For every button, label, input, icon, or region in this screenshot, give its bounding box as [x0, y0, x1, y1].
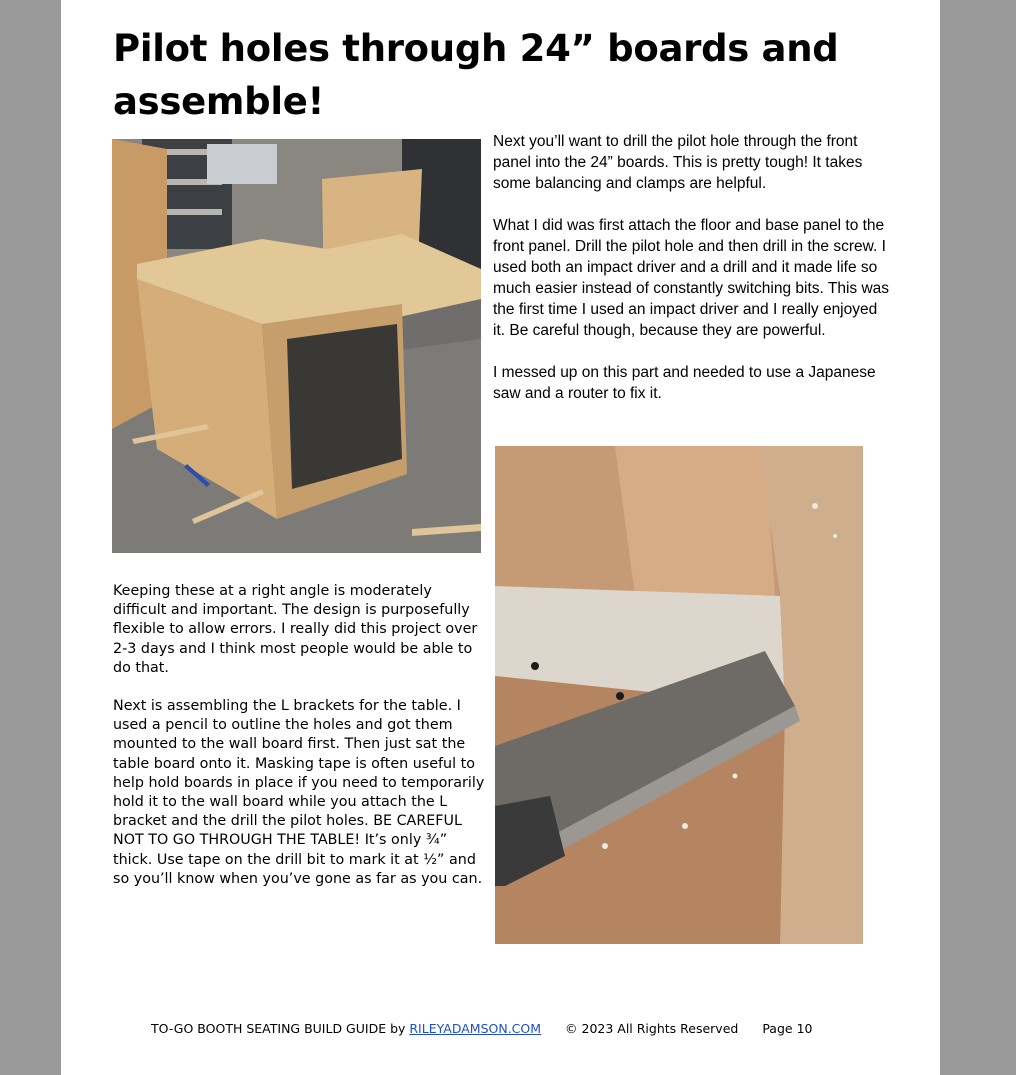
page-footer: [151, 1021, 871, 1036]
footer-copyright: © 2023 All Rights Reserved: [565, 1021, 739, 1036]
footer-guide-name: TO-GO BOOTH SEATING BUILD GUIDE by: [151, 1021, 410, 1036]
assembled-booth-photo: [112, 139, 481, 553]
right-text-column: [493, 131, 893, 425]
paragraph: Next you’ll want to drill the pilot hole through the front panel into the 24” boards. This is pretty tough! It takes some balancing and clamps are helpful.: [493, 133, 863, 192]
paragraph: Keeping these at a right angle is moderately difficult and important. The design is purposefully flexible to allow errors. I really did this project over 2-3 days and I think most people would be able to do that.: [113, 583, 478, 676]
left-text-column: [113, 582, 485, 908]
document-page: [61, 0, 940, 1075]
website-link[interactable]: RILEYADAMSON.COM: [409, 1021, 542, 1036]
page-title: Pilot holes through 24” boards and assemble!: [113, 27, 839, 123]
paragraph: What I did was first attach the floor and base panel to the front panel. Drill the pilot hole and then drill in the screw. I used both an impact driver and a drill and it made life so much easier instead of constantly switching bits. This was the first time I used an impact driver and I really enjoyed it. Be careful though, because they are powerful.: [493, 217, 890, 339]
japanese-saw-photo: [495, 446, 863, 944]
paragraph: I messed up on this part and needed to use a Japanese saw and a router to fix it.: [493, 364, 876, 402]
paragraph: Next is assembling the L brackets for the table. I used a pencil to outline the holes and got them mounted to the wall board first. Then just sat the table board onto it. Masking tape is often useful to help hold boards in place if you need to temporarily hold it to the wall board while you attach the L bracket and the drill the pilot holes. BE CAREFUL NOT TO GO THROUGH THE TABLE! It’s only ¾” thick. Use tape on the drill bit to mark it at ½” and so you’ll know when you’ve gone as far as you can.: [113, 698, 485, 887]
page-number: Page 10: [762, 1021, 813, 1036]
